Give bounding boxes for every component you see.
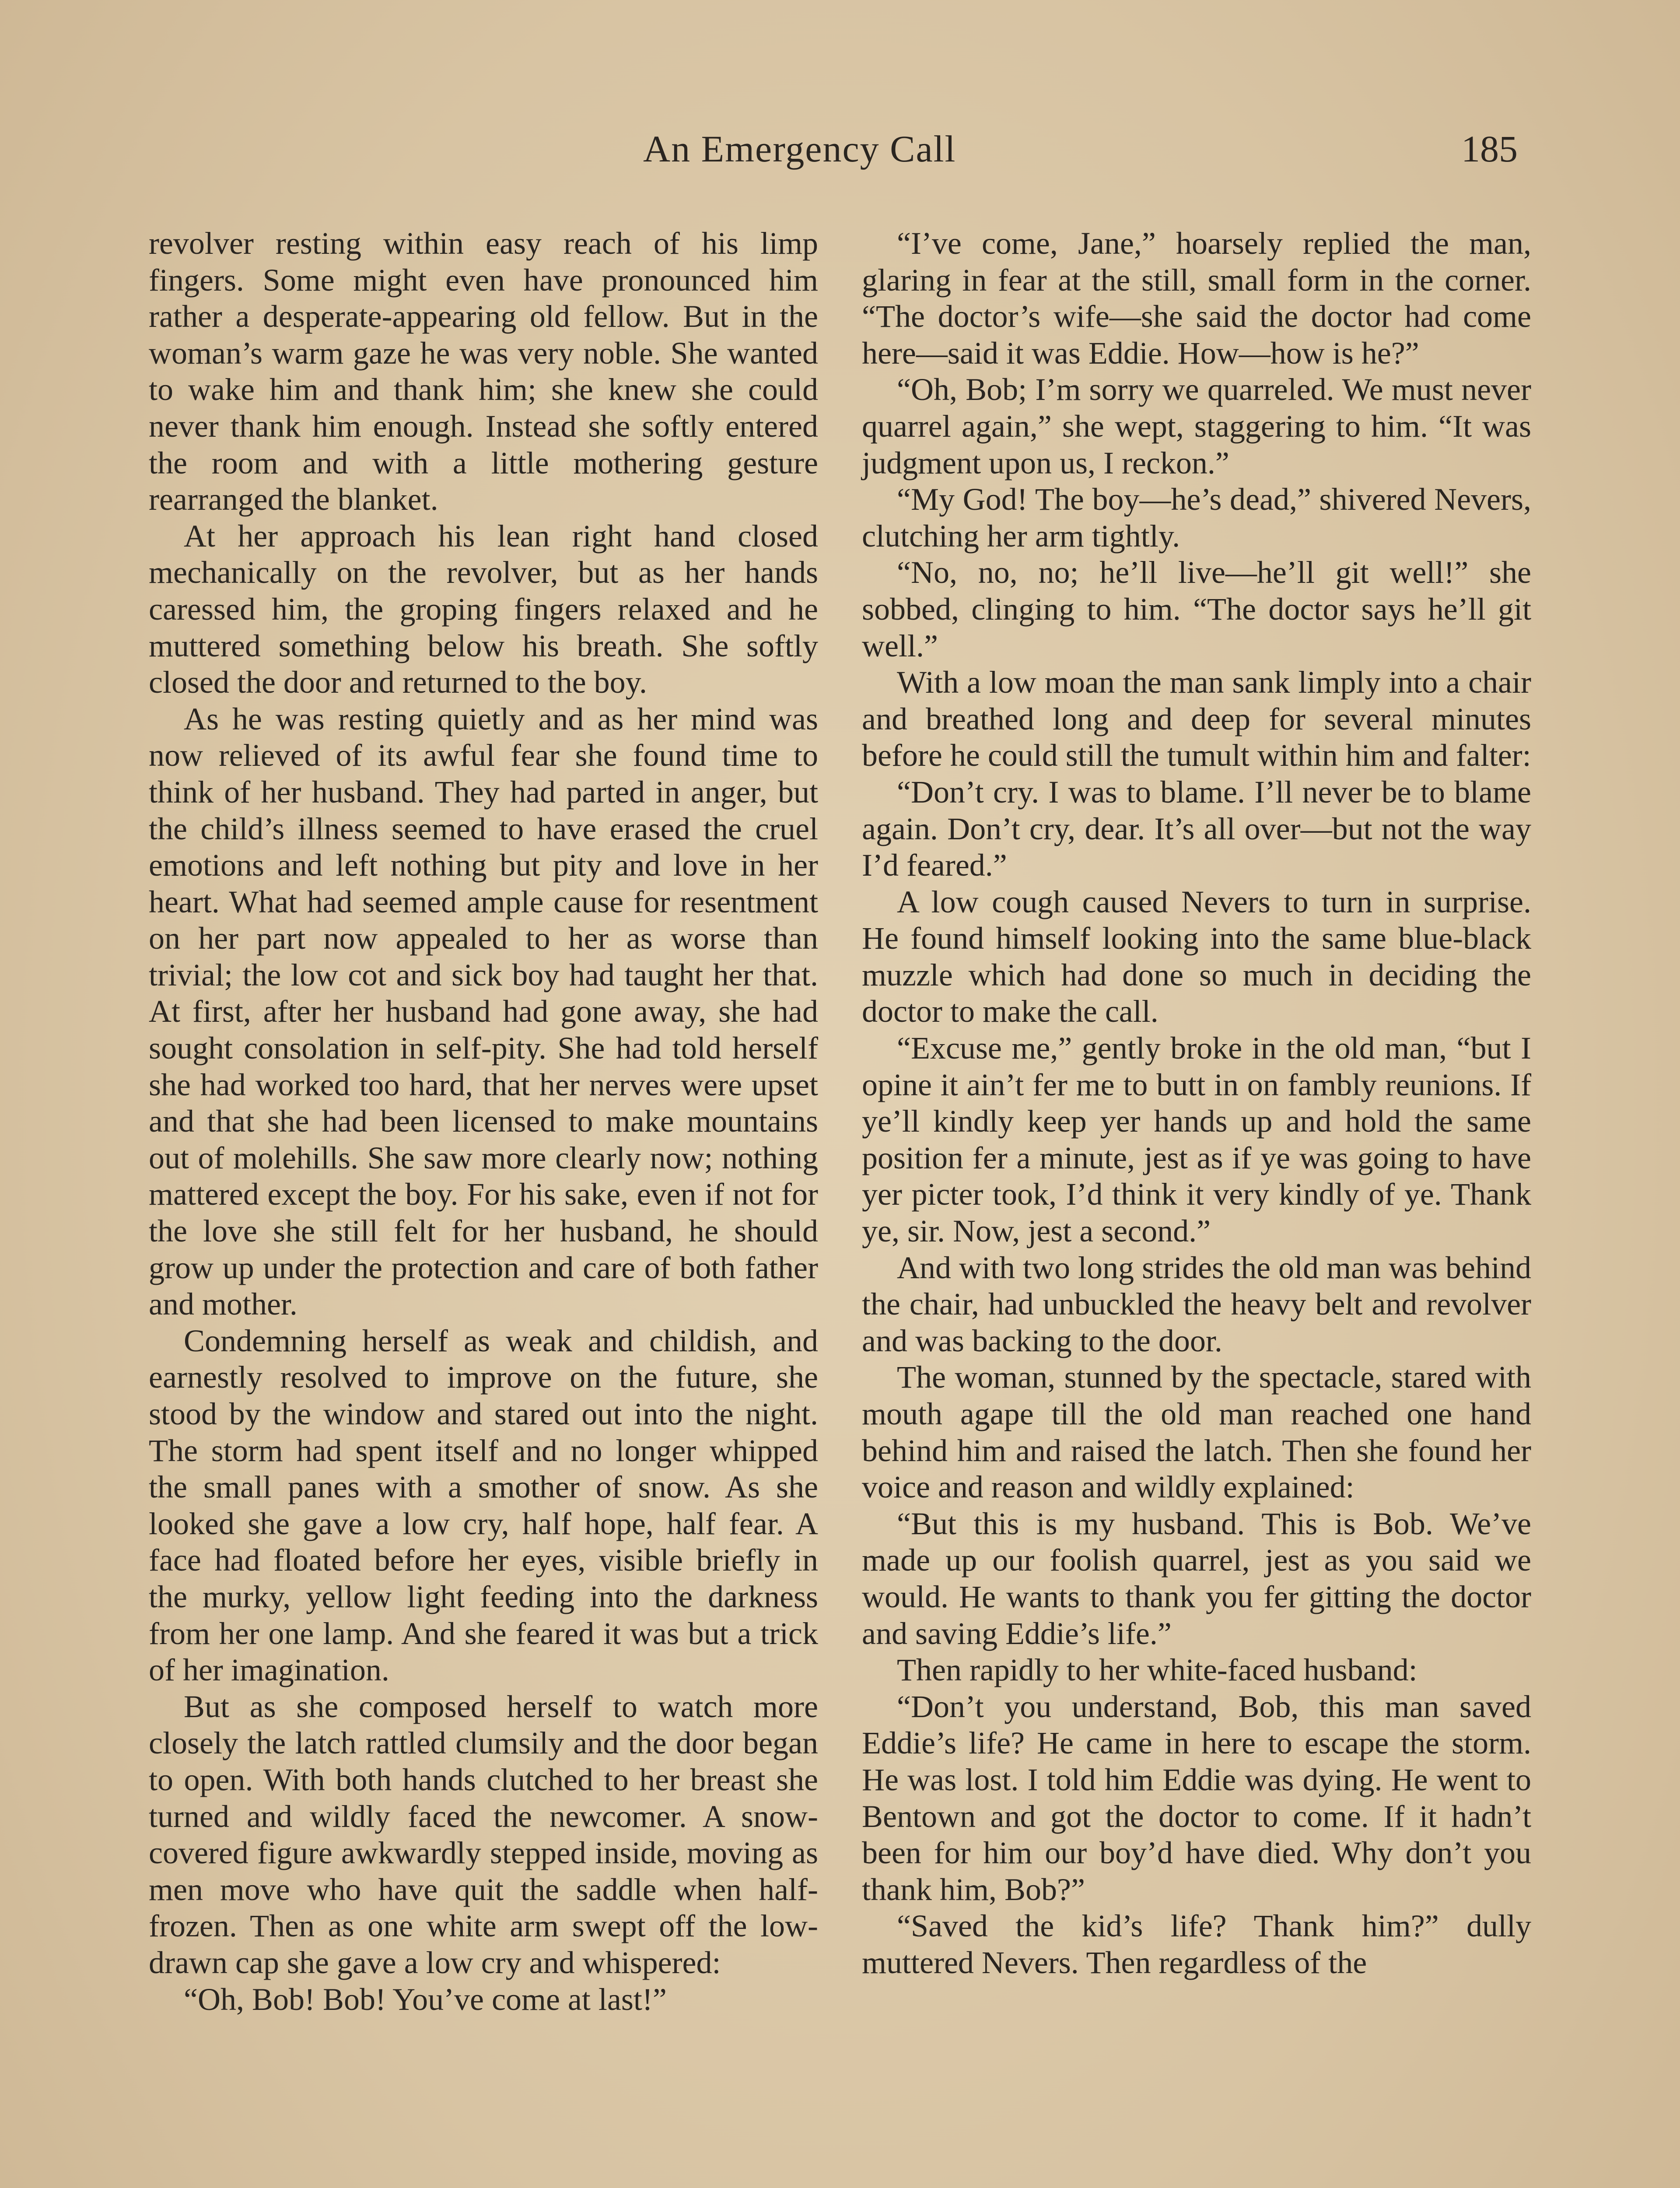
paragraph: Then rapidly to her white-faced husband:: [897, 1652, 1418, 1688]
paragraph: A low cough caused Nevers to turn in surprise. He found himself looking into the same blue-black muzzle which had done so much in deciding the doctor to make the call.: [862, 884, 1531, 1029]
paragraph: The woman, stunned by the spectacle, stared with mouth agape till the old man reached one hand behind him and raised the latch. Then she found her voice and reason and wildly explained:: [862, 1360, 1531, 1505]
page-number: 185: [1461, 128, 1518, 170]
paragraph: “Excuse me,” gently broke in the old man, “but I opine it ain’t fer me to butt in on fambly reunions. If ye’ll kindly keep yer hands up and hold the same position fer a minute, jest as if ye was going to have yer picter took, I’d think it very kindly of ye. Thank ye, sir. Now, jest a second.”: [862, 1031, 1531, 1249]
paragraph: With a low moan the man sank limply into a chair and breathed long and deep for several minutes before he could still the tumult within him and falter:: [862, 665, 1531, 773]
paragraph: “But this is my husband. This is Bob. We’ve made up our foolish quarrel, jest as you said we would. He wants to thank you fer gitting the doctor and saving Eddie’s life.”: [862, 1506, 1531, 1651]
paragraph: “Don’t cry. I was to blame. I’ll never be to blame again. Don’t cry, dear. It’s all over—but not the way I’d feared.”: [862, 774, 1531, 883]
paragraph: “No, no, no; he’ll live—he’ll git well!” she sobbed, clinging to him. “The doctor says he’ll git well.”: [862, 555, 1531, 663]
paragraph: At her approach his lean right hand closed mechanically on the revolver, but as her hands caressed him, the groping fingers relaxed and he muttered something below his breath. She softly closed the door and returned to the boy.: [149, 518, 818, 700]
paragraph: “Saved the kid’s life? Thank him?” dully muttered Nevers. Then regardless of the: [862, 1908, 1531, 1980]
paragraph: “I’ve come, Jane,” hoarsely replied the man, glaring in fear at the still, small form in the corner. “The doctor’s wife—she said the doctor had come here—said it was Eddie. How—how is he?”: [862, 226, 1531, 371]
paragraph: Condemning herself as weak and childish, and earnestly resolved to improve on the future, she stood by the window and stared out into the night. The storm had spent itself and no longer whipped the small panes with a smother of snow. As she looked she gave a low cry, half hope, half fear. A face had floated before her eyes, visible briefly in the murky, yellow light feeding into the darkness from her one lamp. And she feared it was but a trick of her imagination.: [149, 1323, 818, 1688]
paragraph: “My God! The boy—he’s dead,” shivered Nevers, clutching her arm tightly.: [862, 482, 1531, 554]
paragraph: “Oh, Bob! Bob! You’ve come at last!”: [184, 1981, 667, 2017]
paragraph: “Don’t you understand, Bob, this man saved Eddie’s life? He came in here to escape the storm. He was lost. I told him Eddie was dying. He went to Bentown and got the doctor to come. If it hadn’t been for him our boy’d have died. Why don’t you thank him, Bob?”: [862, 1689, 1531, 1907]
right-column: [862, 225, 1531, 1981]
paragraph: And with two long strides the old man was behind the chair, had unbuckled the heavy belt and revolver and was backing to the door.: [862, 1250, 1531, 1358]
paragraph: But as she composed herself to watch more closely the latch rattled clumsily and the door began to open. With both hands clutched to her breast she turned and wildly faced the newcomer. A snow-covered figure awkwardly stepped inside, moving as men move who have quit the saddle when half-frozen. Then as one white arm swept off the low-drawn cap she gave a low cry and whispered:: [149, 1689, 818, 1980]
page-header: [0, 127, 1680, 184]
running-title: An Emergency Call: [643, 128, 956, 170]
paragraph: “Oh, Bob; I’m sorry we quarreled. We must never quarrel again,” she wept, staggering to him. “It was judgment upon us, I reckon.”: [862, 372, 1531, 480]
left-column: [149, 225, 818, 2018]
paragraph: revolver resting within easy reach of his limp fingers. Some might even have pronounced him rather a desperate-appearing old fellow. But in the woman’s warm gaze he was very noble. She wanted to wake him and thank him; she knew she could never thank him enough. Instead she softly entered the room and with a little mothering gesture rearranged the blanket.: [149, 226, 818, 517]
paragraph: As he was resting quietly and as her mind was now relieved of its awful fear she found time to think of her husband. They had parted in anger, but the child’s illness seemed to have erased the cruel emotions and left nothing but pity and love in her heart. What had seemed ample cause for resentment on her part now appealed to her as worse than trivial; the low cot and sick boy had taught her that. At first, after her husband had gone away, she had sought consolation in self-pity. She had told herself she had worked too hard, that her nerves were upset and that she had been licensed to make mountains out of molehills. She saw more clearly now; nothing mattered except the boy. For his sake, even if not for the love she still felt for her husband, he should grow up under the protection and care of both father and mother.: [149, 701, 818, 1322]
